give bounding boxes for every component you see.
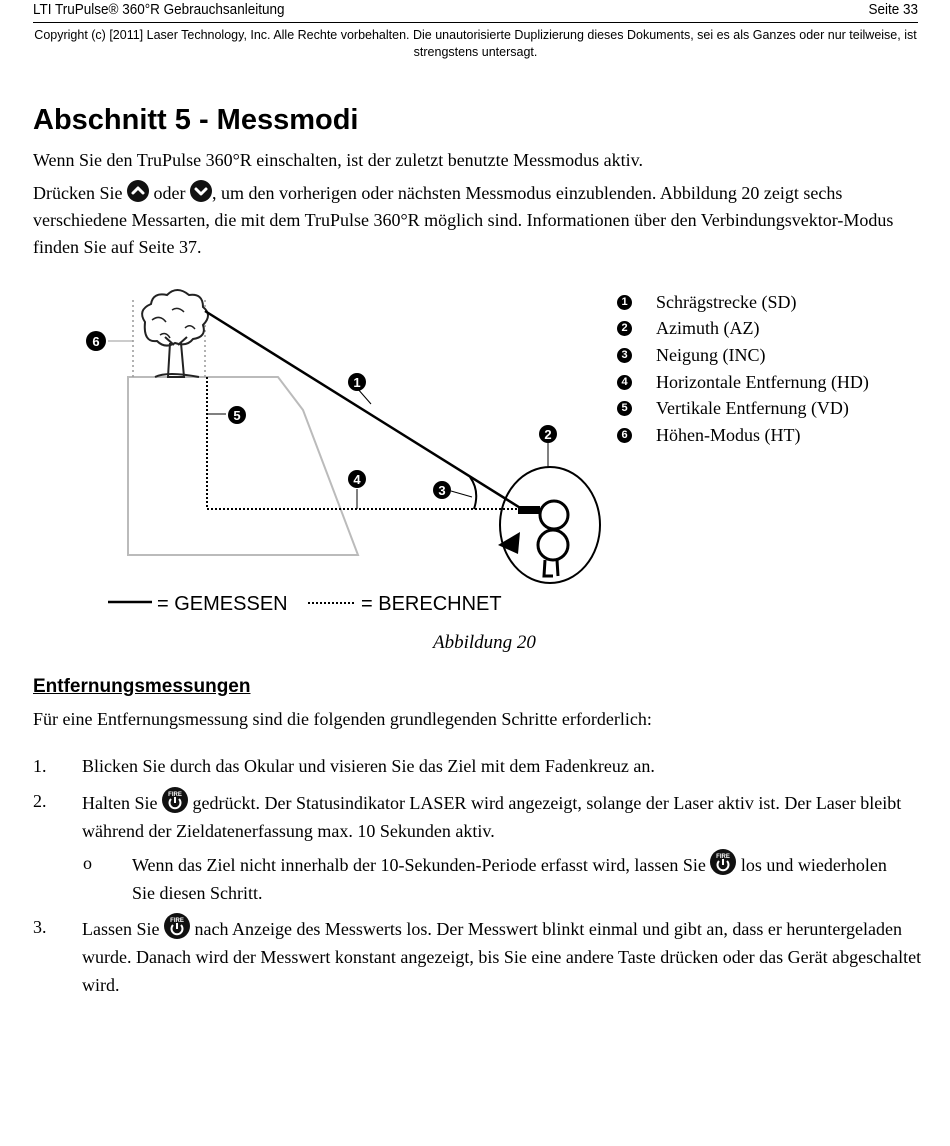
fire-button-icon — [162, 787, 188, 813]
legend-item — [617, 369, 869, 396]
measurement-diagram — [0, 280, 610, 625]
legend-item — [617, 422, 869, 449]
callout-4 — [348, 470, 366, 488]
mode-text-a: Drücken Sie — [33, 183, 127, 203]
page-number: Seite 33 — [868, 1, 918, 18]
inclination-arc — [470, 477, 476, 509]
callout-5 — [228, 406, 246, 424]
distance-intro: Für eine Entfernungsmessung sind die folgenden grundlegenden Schritte erforderlich: — [33, 709, 652, 729]
tree-icon — [142, 290, 208, 377]
hill-shape — [128, 375, 361, 555]
sub-bullet: o — [83, 853, 92, 873]
figure-caption: Abbildung 20 — [433, 632, 536, 653]
svg-text:5: 5 — [233, 408, 241, 423]
sub-text: Wenn das Ziel nicht innerhalb der 10-Sekunden-Periode erfasst wird, lassen Sie FIRE los und wiederholen Sie diesen Schritt. — [132, 849, 902, 907]
svg-text:6: 6 — [92, 334, 100, 349]
step-number: 2. — [33, 791, 47, 811]
document-title: LTI TruPulse® 360°R Gebrauchsanleitung — [33, 1, 285, 18]
person-icon — [518, 501, 568, 576]
legend-label: Schrägstrecke (SD) — [656, 291, 797, 312]
mode-paragraph — [33, 180, 923, 261]
legend-num: 1 — [617, 295, 632, 310]
step-text: Lassen Sie FIRE nach Anzeige des Messwerts los. Der Messwert blinkt einmal und gibt an, dass er heruntergeladen wurde. Danach wird der Messwert konstant angezeigt, bis Sie eine andere Taste drücken oder das Gerät abgeschaltet wird. — [82, 913, 922, 999]
intro-paragraph: Wenn Sie den TruPulse 360°R einschalten, ist der zuletzt benutzte Messmodus aktiv. — [33, 150, 643, 170]
fire-button-icon — [710, 849, 736, 875]
svg-text:FIRE: FIRE — [168, 792, 182, 798]
mode-text-c: , um den vorherigen oder nächsten Messmodus einzublenden. Abbildung 20 zeigt sechs verschiedene Messarten, die mit dem TruPulse 360°R möglich sind. Informationen über den Verbindungsvektor-Modus finden Sie auf Seite 37. — [33, 183, 894, 257]
callout-1 — [348, 373, 366, 391]
callout-2 — [539, 425, 557, 443]
svg-text:3: 3 — [438, 483, 446, 498]
legend-label: Höhen-Modus (HT) — [656, 424, 801, 445]
legend-item — [617, 289, 869, 316]
legend-label: Vertikale Entfernung (VD) — [656, 398, 849, 419]
mode-text-b: oder — [148, 183, 190, 203]
step-number: 3. — [33, 917, 47, 937]
svg-text:FIRE: FIRE — [170, 918, 184, 924]
figure-legend — [617, 289, 869, 449]
inc-callout-leader — [451, 491, 472, 497]
svg-text:1: 1 — [353, 375, 361, 390]
legend-num: 6 — [617, 428, 632, 443]
page-header — [33, 0, 918, 23]
legend-item — [617, 342, 869, 369]
legend-item — [617, 395, 869, 422]
callout-6 — [86, 331, 106, 351]
legend-label: Horizontale Entfernung (HD) — [656, 371, 869, 392]
fire-button-icon — [164, 913, 190, 939]
step-number: 1. — [33, 756, 47, 776]
svg-text:4: 4 — [353, 472, 361, 487]
step-text: Blicken Sie durch das Okular und visieren Sie das Ziel mit dem Fadenkreuz an. — [82, 756, 655, 776]
legend-num: 2 — [617, 321, 632, 336]
legend-num: 4 — [617, 375, 632, 390]
subsection-title: Entfernungsmessungen — [33, 676, 251, 697]
legend-item — [617, 316, 869, 343]
callout-3 — [433, 481, 451, 499]
down-button-icon — [190, 180, 212, 202]
step-text: Halten Sie FIRE gedrückt. Der Statusindikator LASER wird angezeigt, solange der Laser aktiv ist. Der Laser bleibt während der Zieldatenerfassung max. 10 Sekunden aktiv. — [82, 787, 922, 845]
measured-label: = GEMESSEN — [157, 593, 288, 615]
copyright-notice: Copyright (c) [2011] Laser Technology, Inc. Alle Rechte vorbehalten. Die unautorisierte Duplizierung dieses Dokuments, sei es als Ganzes oder nur teilweise, ist strengstens untersagt. — [34, 28, 917, 59]
section-title: Abschnitt 5 - Messmodi — [33, 104, 359, 136]
legend-num: 3 — [617, 348, 632, 363]
svg-text:2: 2 — [544, 427, 552, 442]
svg-text:FIRE: FIRE — [716, 854, 731, 860]
up-button-icon — [127, 180, 149, 202]
legend-label: Neigung (INC) — [656, 344, 766, 365]
legend-num: 5 — [617, 401, 632, 416]
legend-label: Azimuth (AZ) — [656, 318, 760, 339]
calculated-label: = BERECHNET — [361, 593, 502, 615]
